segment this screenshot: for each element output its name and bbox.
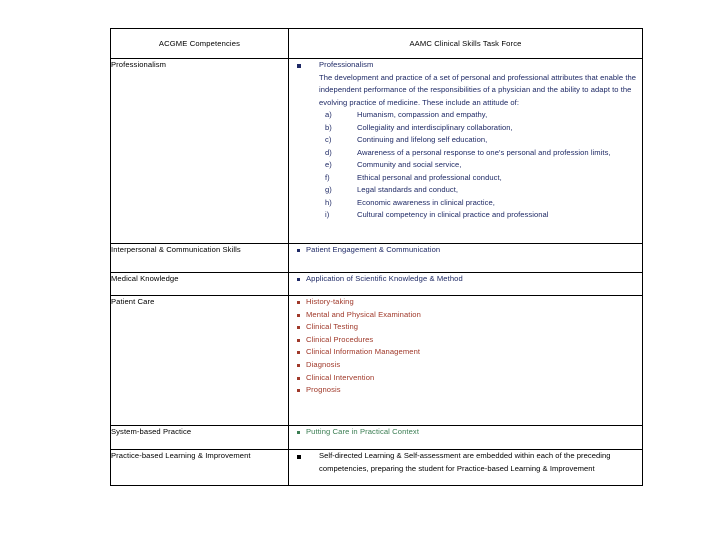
list-item-label: Clinical Procedures <box>306 334 374 344</box>
bullet-description: The development and practice of a set of personal and professional attributes that enable the independent performance of the responsibilities of a physician and the ability to adapt to the evolving practice of medicine. These include an attitude of: <box>319 72 637 107</box>
professionalism-attribute-list <box>289 109 642 222</box>
list-item-label: Mental and Physical Examination <box>306 309 421 319</box>
table-row <box>111 273 643 296</box>
competency-label: Interpersonal & Communication Skills <box>111 245 241 254</box>
list-item-label: Clinical Intervention <box>306 372 375 382</box>
list-item-label: Patient Engagement & Communication <box>306 245 441 254</box>
list-item-label: Humanism, compassion and empathy, <box>357 110 488 119</box>
list-marker: i) <box>325 210 330 219</box>
column-header-acgme <box>111 29 289 59</box>
list-item <box>297 384 642 397</box>
competency-label: Practice-based Learning & Improvement <box>111 451 251 460</box>
list-marker: d) <box>325 147 332 157</box>
list-item-label: Diagnosis <box>306 359 341 369</box>
list-item <box>297 426 642 439</box>
list-item-label: Ethical personal and professional conduct, <box>357 172 502 182</box>
mapping-cell-patient-care <box>289 296 643 426</box>
list-item-label: Community and social service, <box>357 160 462 169</box>
mapping-cell-medical-knowledge <box>289 273 643 296</box>
table-header-row <box>111 29 643 59</box>
list-marker: e) <box>325 160 332 169</box>
list-item-label: History-taking <box>306 297 354 306</box>
table-row <box>111 426 643 450</box>
mapping-cell-practice-based-learning <box>289 450 643 486</box>
table-row <box>111 244 643 273</box>
competency-cell-interpersonal <box>111 244 289 273</box>
competency-label: System-based Practice <box>111 427 192 436</box>
column-header-aamc-label: AAMC Clinical Skills Task Force <box>409 39 522 48</box>
column-header-acgme-label: ACGME Competencies <box>158 39 241 48</box>
competency-cell-practice-based-learning <box>111 450 289 486</box>
mapping-bullet-list <box>289 450 642 475</box>
list-marker: g) <box>325 185 332 194</box>
list-item <box>297 359 642 372</box>
list-item-label: Self-directed Learning & Self-assessment are embedded within each of the preceding competencies, preparing the student for Practice-based Learning & Improvement <box>319 451 611 473</box>
competency-label: Professionalism <box>111 60 167 69</box>
list-item <box>325 122 642 135</box>
competency-cell-patient-care <box>111 296 289 426</box>
list-item <box>297 321 642 334</box>
competency-cell-professionalism <box>111 59 289 244</box>
list-item <box>325 172 642 185</box>
mapping-bullet-list <box>289 244 642 257</box>
competency-mapping-table <box>110 28 643 486</box>
list-item <box>325 159 642 172</box>
table-row <box>111 450 643 486</box>
column-header-aamc <box>289 29 643 59</box>
competency-label: Medical Knowledge <box>111 274 179 283</box>
list-item-label: Prognosis <box>306 385 341 395</box>
list-marker: f) <box>325 172 330 182</box>
list-item <box>297 296 642 309</box>
list-item <box>325 184 642 197</box>
list-item <box>297 244 642 257</box>
table-row <box>111 59 643 244</box>
list-item <box>325 134 642 147</box>
list-item <box>297 334 642 347</box>
list-item-label: Economic awareness in clinical practice, <box>357 197 495 207</box>
list-item-label: Putting Care in Practical Context <box>306 427 420 436</box>
mapping-cell-system-based-practice <box>289 426 643 450</box>
list-item <box>325 109 642 122</box>
list-item <box>325 197 642 210</box>
list-marker: b) <box>325 122 332 132</box>
list-item <box>297 309 642 322</box>
list-marker: a) <box>325 110 332 119</box>
table-row <box>111 296 643 426</box>
list-item <box>325 209 642 222</box>
list-marker: c) <box>325 135 332 144</box>
bullet-title: Professionalism <box>319 60 374 69</box>
mapping-bullet-list <box>289 273 642 286</box>
list-item-label: Legal standards and conduct, <box>357 185 459 194</box>
list-item-label: Awareness of a personal response to one's personal and profession limits, <box>357 147 611 157</box>
competency-label: Patient Care <box>111 297 155 306</box>
competency-cell-system-based-practice <box>111 426 289 450</box>
list-item-label: Continuing and lifelong self education, <box>357 135 488 144</box>
list-item-label: Clinical Information Management <box>306 347 421 357</box>
list-marker: h) <box>325 197 332 207</box>
list-item-label: Clinical Testing <box>306 322 359 332</box>
list-item <box>297 372 642 385</box>
list-item-label: Cultural competency in clinical practice and professional <box>357 210 549 219</box>
competency-cell-medical-knowledge <box>111 273 289 296</box>
list-item <box>297 346 642 359</box>
mapping-bullet-list <box>289 296 642 397</box>
list-item-label: Application of Scientific Knowledge & Method <box>306 274 463 283</box>
list-item <box>297 450 642 475</box>
list-item <box>325 147 642 160</box>
list-item <box>297 59 642 109</box>
list-item <box>297 273 642 286</box>
mapping-bullet-list <box>289 426 642 439</box>
list-item-label: Collegiality and interdisciplinary collaboration, <box>357 122 513 132</box>
mapping-bullet-list <box>289 59 642 109</box>
mapping-cell-professionalism <box>289 59 643 244</box>
mapping-cell-interpersonal <box>289 244 643 273</box>
